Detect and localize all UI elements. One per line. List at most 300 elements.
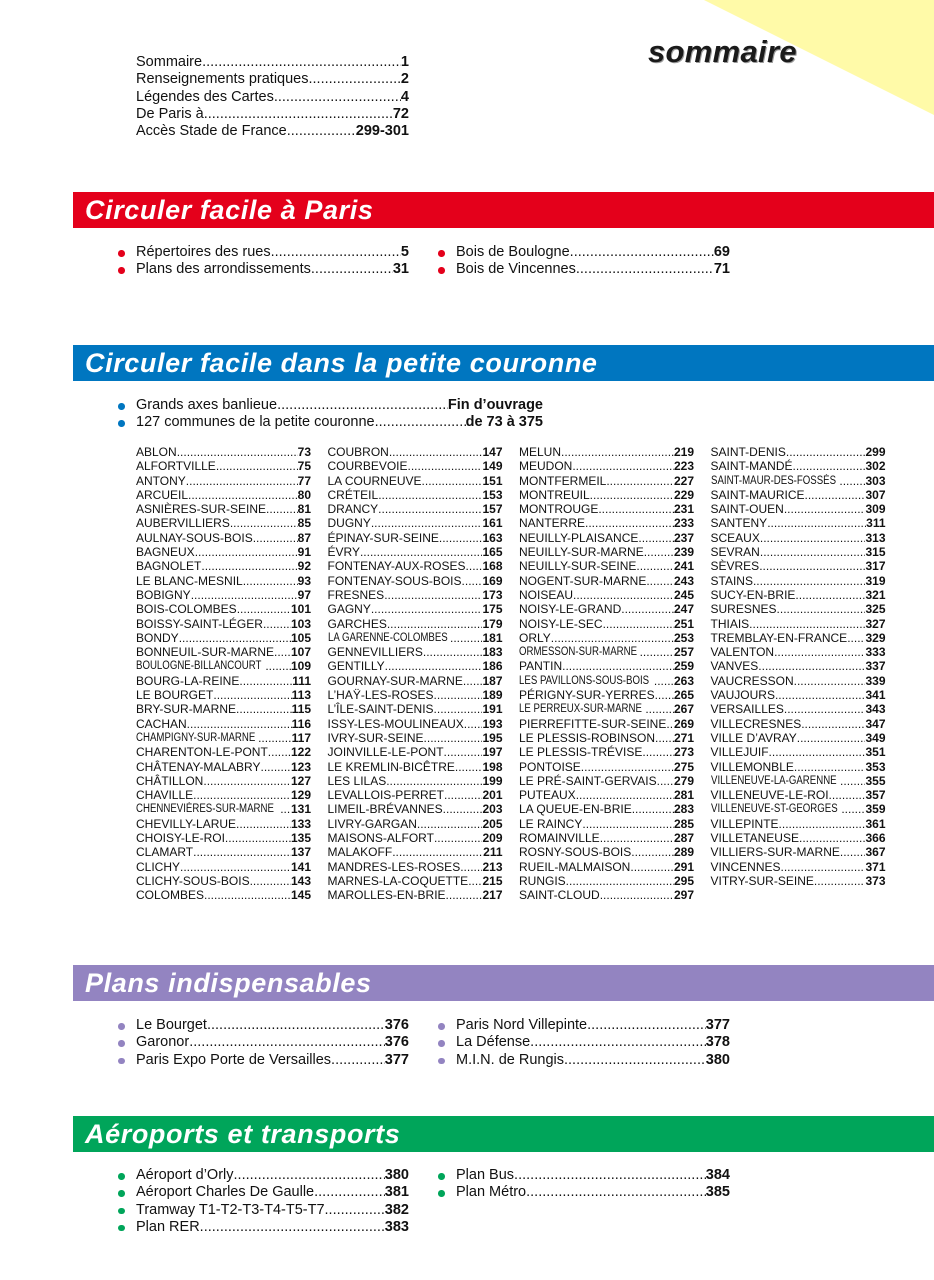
page-number: 122: [290, 745, 311, 760]
entry-label: AULNAY-SOUS-BOIS: [136, 530, 253, 545]
commune-entry: [519, 459, 694, 473]
page-number: 291: [673, 859, 694, 874]
page-number: 85: [297, 516, 311, 531]
page-number: 380: [705, 1051, 730, 1068]
entry-label: VILLEMONBLE: [710, 759, 794, 774]
page-number: 107: [290, 645, 311, 660]
page-number: 75: [297, 459, 311, 474]
page-number: 169: [482, 573, 503, 588]
entry-label: NEUILLY-SUR-SEINE: [519, 559, 637, 574]
commune-entry: [519, 645, 694, 659]
dot-leader: [179, 631, 291, 645]
commune-entry: [519, 516, 694, 530]
dot-leader: [462, 574, 483, 588]
entry-label: SURESNES: [710, 602, 777, 617]
page-number: 341: [865, 688, 886, 703]
page-number: 153: [482, 487, 503, 502]
page-number: 101: [290, 602, 311, 617]
dot-leader: [582, 817, 674, 831]
dot-leader: [460, 860, 482, 874]
commune-entry: [519, 488, 694, 502]
list-item: [456, 1184, 730, 1201]
commune-entry: [519, 502, 694, 516]
commune-entry: [711, 531, 886, 545]
page-number: 203: [482, 802, 503, 817]
page-number: 165: [482, 545, 503, 560]
commune-entry: [328, 659, 503, 673]
commune-entry: [519, 617, 694, 631]
main-toc: [136, 54, 409, 140]
page-number: 257: [673, 645, 694, 660]
commune-entry: [328, 745, 503, 759]
entry-label: VILLIERS-SUR-MARNE: [710, 845, 840, 860]
communes-column-2: [328, 445, 503, 903]
page-number: 263: [673, 673, 694, 688]
page-number: 168: [482, 559, 503, 574]
page-number: 199: [482, 773, 503, 788]
page-number: 279: [673, 773, 694, 788]
dot-leader: [268, 745, 291, 759]
page-number: 239: [673, 545, 694, 560]
commune-entry: [328, 588, 503, 602]
entry-label: Répertoires des rues: [136, 244, 271, 260]
dot-leader: [631, 845, 674, 859]
page-number: 151: [482, 473, 503, 488]
dot-leader: [840, 845, 866, 859]
section-title-aeroports: Aéroports et transports: [73, 1116, 934, 1152]
commune-entry: [711, 717, 886, 731]
dot-leader: [258, 731, 292, 745]
entry-label: 127 communes de la petite couronne: [136, 414, 375, 431]
page-number: 355: [865, 773, 886, 788]
dot-leader: [434, 702, 483, 716]
page-number: 80: [297, 487, 311, 502]
entry-label: NOGENT-SUR-MARNE: [519, 573, 647, 588]
entry-label: BONNEUIL-SUR-MARNE: [136, 645, 275, 660]
section-title-plans: Plans indispensables: [73, 965, 934, 1001]
entry-label: AUBERVILLIERS: [136, 516, 230, 531]
commune-entry: [519, 445, 694, 459]
page-number: 319: [865, 573, 886, 588]
commune-entry: [519, 474, 694, 488]
page-number: 285: [673, 816, 694, 831]
page-number: 281: [673, 788, 694, 803]
commune-entry: [711, 860, 886, 874]
page-number: 133: [290, 816, 311, 831]
page-number: 183: [482, 645, 503, 660]
list-item: [456, 1017, 730, 1034]
commune-entry: [328, 802, 503, 816]
dot-leader: [468, 874, 482, 888]
entry-label: VERSAILLES: [710, 702, 784, 717]
dot-leader: [371, 602, 483, 616]
dot-leader: [186, 474, 298, 488]
entry-label: Bois de Vincennes: [456, 261, 576, 278]
dot-leader: [642, 745, 674, 759]
dot-leader: [530, 1034, 706, 1051]
commune-entry: [711, 488, 886, 502]
communes-column-4: [711, 445, 886, 903]
commune-entry: [136, 674, 311, 688]
page-number: 219: [673, 445, 694, 459]
dot-leader: [786, 445, 866, 459]
communes-index: [136, 445, 886, 903]
page-number: 113: [291, 688, 311, 703]
page-number: 299-301: [355, 123, 409, 140]
commune-entry: [711, 659, 886, 673]
page-number: 377: [384, 1051, 409, 1068]
page-number: 187: [482, 673, 503, 688]
dot-leader: [514, 1167, 706, 1184]
dot-leader: [417, 817, 483, 831]
entry-label: DRANCY: [327, 502, 379, 517]
page-number: 315: [865, 545, 886, 560]
entry-label: CHÂTENAY-MALABRY: [136, 759, 261, 774]
entry-label: CHOISY-LE-ROI: [136, 831, 225, 846]
entry-label: Aéroport d’Orly: [136, 1167, 234, 1183]
entry-label: GENTILLY: [327, 659, 385, 674]
list-item: [456, 261, 730, 278]
dot-leader: [621, 602, 674, 616]
entry-label: CLAMART: [136, 845, 194, 860]
page-number: 327: [865, 616, 886, 631]
commune-entry: [328, 602, 503, 616]
page-number: 73: [297, 445, 311, 459]
entry-label: BOISSY-SAINT-LÉGER: [136, 616, 263, 631]
dot-leader: [638, 531, 674, 545]
dot-leader: [237, 602, 291, 616]
page-number: 381: [384, 1184, 409, 1201]
page-number: 69: [713, 244, 730, 260]
page-number: 137: [290, 845, 311, 860]
page-number: 197: [482, 745, 503, 760]
entry-label: La Défense: [456, 1034, 531, 1051]
dot-leader: [814, 874, 866, 888]
dot-leader: [424, 731, 483, 745]
paris-list-right: [456, 244, 730, 279]
commune-entry: [136, 802, 311, 816]
page-number: 371: [865, 859, 886, 874]
entry-label: BOURG-LA-REINE: [136, 673, 240, 688]
commune-entry: [711, 588, 886, 602]
page-number: 115: [291, 702, 311, 717]
dot-leader: [375, 414, 466, 431]
commune-entry: [519, 860, 694, 874]
page-number: 347: [865, 716, 886, 731]
list-item: [136, 1034, 409, 1051]
page-number: 343: [865, 702, 886, 717]
entry-label: SEVRAN: [710, 545, 760, 560]
dot-leader: [636, 559, 674, 573]
dot-leader: [386, 774, 482, 788]
page-number: 141: [290, 859, 311, 874]
entry-label: BONDY: [136, 630, 179, 645]
entry-label: MAISONS-ALFORT: [327, 831, 434, 846]
commune-entry: [136, 731, 311, 745]
page-number: 198: [482, 759, 503, 774]
commune-entry: [328, 474, 503, 488]
dot-leader: [234, 1167, 385, 1184]
commune-entry: [711, 474, 886, 488]
entry-label: PANTIN: [519, 659, 563, 674]
page-number: 195: [482, 730, 503, 745]
dot-leader: [774, 645, 865, 659]
page-number: 366: [865, 831, 886, 846]
entry-label: STAINS: [710, 573, 753, 588]
dot-leader: [632, 802, 674, 816]
entry-label: VILLENEUVE-ST-GEORGES: [710, 803, 838, 816]
dot-leader: [644, 545, 674, 559]
page-number: 275: [673, 759, 694, 774]
dot-leader: [841, 802, 865, 816]
commune-entry: [711, 459, 886, 473]
dot-leader: [760, 531, 866, 545]
commune-entry: [519, 631, 694, 645]
page-number: 377: [705, 1017, 730, 1033]
entry-label: Garonor: [136, 1034, 190, 1051]
entry-label: MANDRES-LES-ROSES: [327, 859, 461, 874]
commune-entry: [328, 645, 503, 659]
page-number: 303: [865, 473, 886, 488]
page-number: 361: [865, 816, 886, 831]
dot-leader: [385, 659, 483, 673]
entry-label: Accès Stade de France: [136, 123, 287, 140]
list-item: [136, 1167, 409, 1184]
paris-list-left: [136, 244, 409, 279]
entry-label: PONTOISE: [519, 759, 581, 774]
dot-leader: [646, 574, 674, 588]
page-number: 227: [673, 473, 694, 488]
entry-label: CACHAN: [136, 716, 187, 731]
dot-leader: [769, 745, 866, 759]
commune-entry: [328, 874, 503, 888]
dot-leader: [193, 788, 291, 802]
dot-leader: [446, 888, 483, 902]
page-number: 179: [482, 616, 503, 631]
page-number: 201: [482, 788, 503, 803]
list-item: [136, 397, 543, 414]
dot-leader: [526, 1184, 706, 1201]
commune-entry: [519, 602, 694, 616]
commune-entry: [519, 688, 694, 702]
entry-label: MONTFERMEIL: [519, 473, 607, 488]
commune-entry: [711, 516, 886, 530]
dot-leader: [799, 831, 865, 845]
page-number: Fin d’ouvrage: [447, 397, 543, 413]
page-number: 105: [290, 630, 311, 645]
entry-label: De Paris à: [136, 105, 204, 122]
entry-label: Renseignements pratiques: [136, 71, 309, 88]
page-number: 223: [673, 459, 694, 474]
list-item: [456, 1052, 730, 1069]
entry-label: MARNES-LA-COQUETTE: [327, 873, 469, 888]
commune-entry: [328, 860, 503, 874]
commune-entry: [711, 745, 886, 759]
entry-label: SÈVRES: [710, 559, 760, 574]
entry-label: VILLEJUIF: [710, 745, 769, 760]
dot-leader: [572, 459, 674, 473]
page-number: 359: [865, 802, 886, 817]
commune-entry: [328, 788, 503, 802]
entry-label: VITRY-SUR-SEINE: [710, 873, 814, 888]
commune-entry: [328, 888, 503, 902]
dot-leader: [839, 474, 865, 488]
commune-entry: [136, 459, 311, 473]
entry-label: ALFORTVILLE: [136, 459, 216, 474]
dot-leader: [189, 1034, 385, 1051]
dot-leader: [576, 261, 714, 278]
entry-label: L’HAŸ-LES-ROSES: [327, 688, 434, 703]
entry-label: COLOMBES: [136, 888, 205, 903]
dot-leader: [784, 702, 866, 716]
toc-entry: [136, 54, 409, 71]
entry-label: IVRY-SUR-SEINE: [327, 730, 424, 745]
entry-label: LE PLESSIS-ROBINSON: [519, 730, 656, 745]
commune-entry: [328, 845, 503, 859]
entry-label: ORMESSON-SUR-MARNE: [519, 646, 638, 659]
commune-entry: [328, 760, 503, 774]
dot-leader: [265, 659, 291, 673]
dot-leader: [576, 788, 674, 802]
entry-label: Légendes des Cartes: [136, 88, 274, 105]
commune-entry: [136, 888, 311, 902]
commune-entry: [519, 788, 694, 802]
page-number: 173: [482, 587, 503, 602]
entry-label: COUBRON: [327, 445, 389, 459]
entry-label: Plan RER: [136, 1218, 200, 1235]
dot-leader: [274, 645, 291, 659]
dot-leader: [243, 574, 298, 588]
entry-label: VILLENEUVE-LA-GARENNE: [710, 774, 837, 787]
entry-label: Plan Bus: [456, 1167, 515, 1183]
entry-label: NOISY-LE-SEC: [519, 616, 603, 631]
page-number: 313: [865, 530, 886, 545]
list-item: [136, 1202, 409, 1219]
page-number: 4: [400, 88, 409, 105]
page-number: 271: [673, 730, 694, 745]
page-title: sommaire: [648, 34, 797, 69]
entry-label: CHAVILLE: [136, 788, 194, 803]
dot-leader: [573, 588, 674, 602]
commune-entry: [136, 688, 311, 702]
page-number: 91: [297, 545, 311, 560]
dot-leader: [797, 731, 866, 745]
commune-entry: [711, 602, 886, 616]
dot-leader: [277, 397, 448, 414]
commune-entry: [711, 760, 886, 774]
dot-leader: [657, 774, 674, 788]
commune-entry: [711, 817, 886, 831]
entry-label: BAGNOLET: [136, 559, 202, 574]
dot-leader: [455, 760, 483, 774]
page-number: 309: [865, 502, 886, 517]
commune-entry: [136, 860, 311, 874]
page-number: 175: [482, 602, 503, 617]
dot-leader: [371, 516, 483, 530]
commune-entry: [519, 659, 694, 673]
commune-entry: [711, 688, 886, 702]
dot-leader: [191, 588, 298, 602]
entry-label: Paris Nord Villepinte: [456, 1017, 588, 1033]
toc-entry: [136, 106, 409, 123]
commune-entry: [136, 760, 311, 774]
entry-label: LA GARENNE-COLOMBES: [327, 631, 448, 644]
list-item: [136, 1017, 409, 1034]
page-number: 163: [482, 530, 503, 545]
entry-label: VILLECRESNES: [710, 716, 802, 731]
entry-label: CHEVILLY-LARUE: [136, 816, 237, 831]
entry-label: VILLETANEUSE: [710, 831, 799, 846]
dot-leader: [422, 474, 483, 488]
entry-label: L’ÎLE-SAINT-DENIS: [327, 702, 434, 717]
dot-leader: [378, 502, 482, 516]
commune-entry: [328, 516, 503, 530]
dot-leader: [600, 888, 674, 902]
dot-leader: [561, 445, 674, 459]
commune-entry: [519, 802, 694, 816]
commune-entry: [136, 559, 311, 573]
commune-entry: [519, 731, 694, 745]
dot-leader: [759, 559, 865, 573]
entry-label: LA COURNEUVE: [327, 473, 422, 488]
commune-entry: [136, 717, 311, 731]
entry-label: VAUJOURS: [710, 688, 775, 703]
commune-entry: [519, 888, 694, 902]
entry-label: SAINT-DENIS: [710, 445, 786, 459]
entry-label: ANTONY: [136, 473, 186, 488]
commune-entry: [136, 659, 311, 673]
dot-leader: [598, 502, 674, 516]
dot-leader: [562, 659, 674, 673]
entry-label: MONTREUIL: [519, 487, 590, 502]
page-number: 337: [865, 659, 886, 674]
page-number: 378: [705, 1034, 730, 1051]
entry-label: Le Bourget: [136, 1017, 207, 1033]
dot-leader: [758, 659, 865, 673]
entry-label: ABLON: [136, 445, 177, 459]
dot-leader: [225, 831, 291, 845]
dot-leader: [564, 1052, 706, 1069]
dot-leader: [450, 631, 482, 645]
entry-label: SANTENY: [710, 516, 768, 531]
commune-entry: [328, 774, 503, 788]
commune-entry: [519, 760, 694, 774]
page-number: 357: [865, 788, 886, 803]
communes-column-3: [519, 445, 694, 903]
dot-leader: [603, 617, 674, 631]
commune-entry: [519, 545, 694, 559]
entry-label: LE BOURGET: [136, 688, 214, 703]
entry-label: JOINVILLE-LE-PONT: [327, 745, 444, 760]
dot-leader: [640, 645, 674, 659]
page-number: 87: [297, 530, 311, 545]
dot-leader: [360, 545, 483, 559]
toc-entry: [136, 71, 409, 88]
entry-label: SAINT-MAURICE: [710, 487, 805, 502]
dot-leader: [760, 545, 866, 559]
page-number: 384: [705, 1167, 730, 1183]
dot-leader: [266, 502, 298, 516]
dot-leader: [801, 717, 865, 731]
entry-label: LE PRÉ-SAINT-GERVAIS: [519, 773, 657, 788]
commune-entry: [328, 717, 503, 731]
entry-label: RUEIL-MALMAISON: [519, 859, 631, 874]
page-number: 131: [290, 802, 311, 817]
dot-leader: [392, 845, 483, 859]
entry-label: NOISY-LE-GRAND: [519, 602, 622, 617]
dot-leader: [309, 71, 401, 88]
page-number: 385: [705, 1184, 730, 1201]
